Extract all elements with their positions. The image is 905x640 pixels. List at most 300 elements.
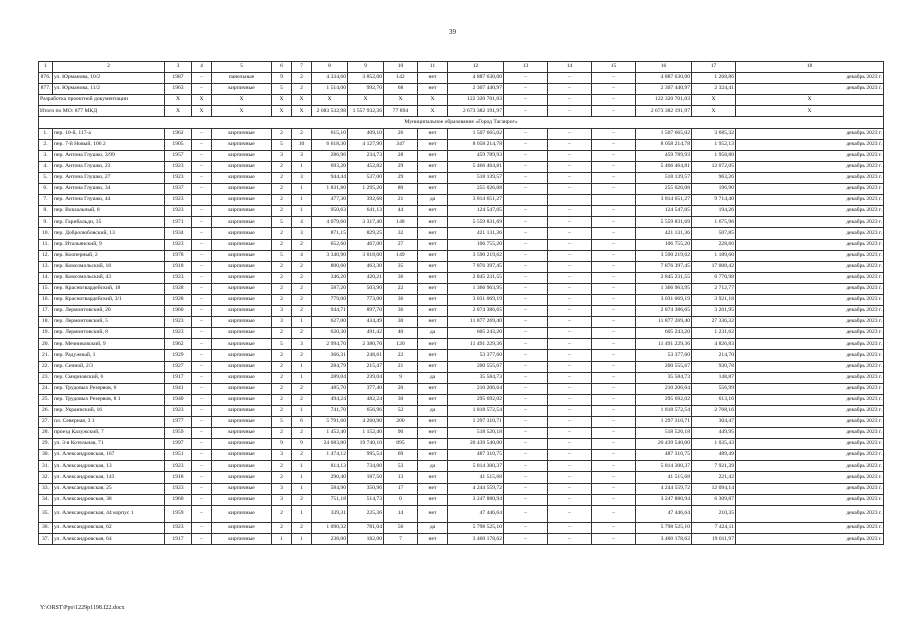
table-cell: 7 921,39 xyxy=(692,461,736,472)
table-cell: – xyxy=(504,84,548,95)
column-number: 10 xyxy=(384,62,418,73)
table-cell: 4 244 559,72 xyxy=(448,483,504,494)
table-cell: 225,36 xyxy=(348,505,384,523)
table-cell: – xyxy=(592,523,636,534)
table-cell: 210 206,64 xyxy=(636,383,692,394)
table-cell: 494,24 xyxy=(312,394,348,405)
table-cell: 3 317,40 xyxy=(348,217,384,228)
table-cell: ул. 3-я Котельная, 71 xyxy=(53,439,165,450)
table-cell: нет xyxy=(418,73,448,84)
table-cell: 1 507 665,02 xyxy=(448,128,504,139)
table-cell: 8 058 214,78 xyxy=(636,139,692,150)
table-cell: 4 xyxy=(292,217,312,228)
table-cell: ул. Александровская, 13 xyxy=(53,461,165,472)
table-cell: – xyxy=(504,306,548,317)
table-cell: да xyxy=(418,328,448,339)
table-cell: 5 559 831,69 xyxy=(636,217,692,228)
table-cell: 3 340,90 xyxy=(312,250,348,261)
table-cell: – xyxy=(504,534,548,545)
table-cell: кирпичные xyxy=(212,294,272,305)
table-cell: 518 139,57 xyxy=(448,172,504,183)
table-cell: 1923 xyxy=(165,239,192,250)
table-cell: нет xyxy=(418,217,448,228)
table-cell: – xyxy=(504,283,548,294)
table-cell: 751,18 xyxy=(312,494,348,505)
column-number: 2 xyxy=(53,62,165,73)
table-cell: – xyxy=(548,139,592,150)
table-cell: декабрь 2023 г. xyxy=(736,439,884,450)
table-cell: – xyxy=(548,283,592,294)
table-cell: 2 xyxy=(272,261,292,272)
table-cell: пер. Кооперный, 2 xyxy=(53,250,165,261)
table-cell: – xyxy=(192,383,212,394)
table-row xyxy=(39,428,884,439)
table-cell: 482,24 xyxy=(348,394,384,405)
table-cell: 2 xyxy=(292,523,312,534)
table-row xyxy=(39,250,884,261)
table-cell: 11 491 229,36 xyxy=(636,339,692,350)
total-row xyxy=(39,106,884,117)
table-cell: – xyxy=(548,184,592,195)
table-cell: пер. Антона Глушко, 34 xyxy=(53,184,165,195)
table-cell: 200 xyxy=(384,417,418,428)
table-cell: – xyxy=(504,523,548,534)
table-cell: 5 xyxy=(272,250,292,261)
table-cell: – xyxy=(548,95,592,106)
table-row xyxy=(39,172,884,183)
table-cell: 149 xyxy=(384,250,418,261)
table-cell: 1959 xyxy=(165,428,192,439)
table-cell: 1 557 932,36 xyxy=(348,106,384,117)
table-cell: пер. Антона Глушко, 44 xyxy=(53,195,165,206)
table-cell: кирпичные xyxy=(212,383,272,394)
table-cell: декабрь 2023 г. xyxy=(736,128,884,139)
table-cell: 1923 xyxy=(165,328,192,339)
table-cell: 2 xyxy=(272,361,292,372)
table-cell: 248,61 xyxy=(348,350,384,361)
table-cell: нет xyxy=(418,339,448,350)
table-cell: – xyxy=(548,161,592,172)
table-cell: – xyxy=(504,217,548,228)
table-cell: нет xyxy=(418,450,448,461)
table-cell: 1 xyxy=(292,206,312,217)
table-cell: 290,40 xyxy=(312,472,348,483)
table-cell: 22 xyxy=(384,283,418,294)
table-cell: – xyxy=(592,534,636,545)
table-cell: пер. Сенной, 2/3 xyxy=(53,361,165,372)
table-cell: 4 334,60 xyxy=(312,73,348,84)
table-cell: 3 460 178,62 xyxy=(448,534,504,545)
table-cell: 2 xyxy=(272,461,292,472)
table-cell: – xyxy=(548,317,592,328)
table-cell: да xyxy=(418,523,448,534)
table-cell: – xyxy=(548,339,592,350)
table-cell: декабрь 2023 г. xyxy=(736,372,884,383)
table-cell: – xyxy=(504,139,548,150)
table-cell: 3 xyxy=(272,483,292,494)
table-cell: 4 127,90 xyxy=(348,139,384,150)
table-cell: – xyxy=(548,261,592,272)
table-cell: 347 xyxy=(384,139,418,150)
table-cell: 8. xyxy=(39,206,53,217)
table-cell: – xyxy=(504,405,548,416)
table-cell: 210 206,64 xyxy=(448,383,504,394)
table-cell: ул. Александровская, 143 xyxy=(53,472,165,483)
table-cell: 41 515,68 xyxy=(636,472,692,483)
table-cell: 556,99 xyxy=(692,383,736,394)
x-mark: X xyxy=(212,95,272,106)
table-cell: кирпичные xyxy=(212,306,272,317)
table-cell: 36 xyxy=(384,306,418,317)
table-cell: 5 xyxy=(272,217,292,228)
table-cell: – xyxy=(548,383,592,394)
table-cell: 4 079,60 xyxy=(312,217,348,228)
table-cell: 2 307 440,97 xyxy=(636,84,692,95)
table-cell: – xyxy=(548,239,592,250)
table-cell: – xyxy=(192,394,212,405)
table-cell: 286,96 xyxy=(312,150,348,161)
table-cell: – xyxy=(504,339,548,350)
table-cell: 124 547,05 xyxy=(448,206,504,217)
table-cell: 434,49 xyxy=(348,317,384,328)
table-cell: – xyxy=(592,272,636,283)
table-cell: 1 xyxy=(292,195,312,206)
table-cell: 9 xyxy=(272,439,292,450)
table-cell: декабрь 2023 г. xyxy=(736,450,884,461)
table-cell: 27 xyxy=(384,239,418,250)
table-cell: 148 xyxy=(384,217,418,228)
table-cell: 1962 xyxy=(165,339,192,350)
table-cell: 773,00 xyxy=(348,294,384,305)
table-cell: кирпичные xyxy=(212,206,272,217)
table-cell: пер. Красногвардейский, 18 xyxy=(53,283,165,294)
table-cell: – xyxy=(192,428,212,439)
table-cell: кирпичные xyxy=(212,239,272,250)
table-cell: 487 310,75 xyxy=(448,450,504,461)
table-cell: 518 520,18 xyxy=(448,428,504,439)
table-cell: 194,26 xyxy=(692,206,736,217)
table-cell: – xyxy=(504,250,548,261)
table-cell: – xyxy=(592,283,636,294)
table-cell: нет xyxy=(418,472,448,483)
table-cell: кирпичные xyxy=(212,250,272,261)
table-cell: 11. xyxy=(39,239,53,250)
table-cell: – xyxy=(548,272,592,283)
table-cell: – xyxy=(192,523,212,534)
table-cell: 26 xyxy=(384,128,418,139)
table-cell: пер. Лермонтовский, 8 xyxy=(53,328,165,339)
table-cell: – xyxy=(548,461,592,472)
table-cell: 80 xyxy=(384,184,418,195)
table-cell: 1923 xyxy=(165,195,192,206)
table-cell: 52 xyxy=(384,405,418,416)
table-cell: 148,87 xyxy=(692,372,736,383)
table-cell: 1 297 310,71 xyxy=(448,417,504,428)
table-cell: пер. Украинский, 16 xyxy=(53,405,165,416)
table-cell: 21. xyxy=(39,350,53,361)
table-cell: декабрь 2023 г. xyxy=(736,328,884,339)
table-cell: 35 584,73 xyxy=(636,372,692,383)
table-row xyxy=(39,73,884,84)
table-cell: 2 xyxy=(292,383,312,394)
table-cell: – xyxy=(548,361,592,372)
table-cell: ул. Александровская, 167 xyxy=(53,450,165,461)
table-cell: нет xyxy=(418,306,448,317)
table-cell: 4. xyxy=(39,161,53,172)
table-cell: 1918 xyxy=(165,472,192,483)
table-cell: 2 xyxy=(272,472,292,483)
table-cell: – xyxy=(592,150,636,161)
table-row xyxy=(39,150,884,161)
table-cell: – xyxy=(548,405,592,416)
row-label: Разработка проектной документации xyxy=(39,95,165,106)
table-cell: ул. Юрманова, 11/2 xyxy=(53,84,165,95)
table-cell: 491,42 xyxy=(348,328,384,339)
table-cell: – xyxy=(504,483,548,494)
column-number: 1 xyxy=(39,62,53,73)
table-cell: нет xyxy=(418,534,448,545)
table-cell: – xyxy=(548,428,592,439)
table-cell: 5 xyxy=(272,339,292,350)
table-cell: 944,44 xyxy=(312,172,348,183)
table-cell: 28 xyxy=(384,150,418,161)
table-cell: 2 xyxy=(292,73,312,84)
table-cell: 2 xyxy=(272,239,292,250)
table-cell: – xyxy=(592,328,636,339)
table-cell: 895 xyxy=(384,439,418,450)
table-cell: пер. Лермонтовский, 20 xyxy=(53,306,165,317)
table-cell: нет xyxy=(418,505,448,523)
table-cell: 1 952,13 xyxy=(692,139,736,150)
column-number: 5 xyxy=(212,62,272,73)
table-cell: 196,90 xyxy=(692,184,736,195)
table-cell: 56 xyxy=(384,523,418,534)
table-cell: 871,15 xyxy=(312,228,348,239)
column-number: 7 xyxy=(292,62,312,73)
table-row xyxy=(39,84,884,95)
table-cell: 284,79 xyxy=(312,361,348,372)
table-row xyxy=(39,261,884,272)
table-cell: 20 xyxy=(384,383,418,394)
table-cell: 2 xyxy=(292,261,312,272)
table-cell: – xyxy=(548,128,592,139)
table-cell: 2 xyxy=(292,494,312,505)
table-cell: – xyxy=(592,306,636,317)
table-cell: 1923 xyxy=(165,461,192,472)
table-cell: 463,30 xyxy=(348,261,384,272)
table-cell: 1978 xyxy=(165,250,192,261)
table-cell: 1960 xyxy=(165,306,192,317)
table-cell: 2 xyxy=(292,239,312,250)
table-cell: декабрь 2023 г. xyxy=(736,339,884,350)
table-cell: нет xyxy=(418,128,448,139)
table-cell: декабрь 2023 г. xyxy=(736,461,884,472)
table-cell: 47 446,64 xyxy=(636,505,692,523)
table-cell: 5 xyxy=(272,84,292,95)
table-cell: 1 366 963,95 xyxy=(448,283,504,294)
table-cell: 41 515,68 xyxy=(448,472,504,483)
table-cell: 800,60 xyxy=(312,261,348,272)
table-cell: 1 452,40 xyxy=(312,428,348,439)
table-cell: 5 798 525,10 xyxy=(636,523,692,534)
table-cell: нет xyxy=(418,317,448,328)
table-cell: 5 798 525,10 xyxy=(448,523,504,534)
table-cell: – xyxy=(548,417,592,428)
column-number: 6 xyxy=(272,62,292,73)
table-cell: – xyxy=(192,294,212,305)
x-mark: X xyxy=(192,95,212,106)
table-cell: – xyxy=(192,461,212,472)
table-cell: – xyxy=(548,150,592,161)
table-cell: кирпичные xyxy=(212,439,272,450)
table-cell: 3 xyxy=(272,317,292,328)
table-cell: 7 876 397,45 xyxy=(448,261,504,272)
table-cell: пер. Смирновский, 6 xyxy=(53,372,165,383)
table-cell: 1 818 572,54 xyxy=(448,405,504,416)
footer-path: Y:\ORST\Ppo\1229p1198.f22.docx xyxy=(40,605,125,611)
table-row xyxy=(39,339,884,350)
table-cell: – xyxy=(548,250,592,261)
sum-cell: 122 320 701,03 xyxy=(448,95,504,106)
table-cell: кирпичные xyxy=(212,172,272,183)
table-cell: – xyxy=(192,261,212,272)
x-mark: X xyxy=(312,95,348,106)
table-cell: 6 309,87 xyxy=(692,494,736,505)
table-cell: 1923 xyxy=(165,405,192,416)
x-mark: X xyxy=(165,95,192,106)
table-cell: – xyxy=(548,534,592,545)
table-cell: – xyxy=(592,339,636,350)
table-cell: – xyxy=(504,361,548,372)
table-cell: 1 090,32 xyxy=(312,523,348,534)
table-cell: 1 297 310,71 xyxy=(636,417,692,428)
table-cell: 3 921,18 xyxy=(692,294,736,305)
table-cell: 2 380,70 xyxy=(348,339,384,350)
table-cell: 26. xyxy=(39,405,53,416)
x-mark: X xyxy=(348,95,384,106)
table-cell: 239,04 xyxy=(348,372,384,383)
table-row xyxy=(39,317,884,328)
table-cell: 6 618,30 xyxy=(312,139,348,150)
table-cell: – xyxy=(548,372,592,383)
table-cell: 2 xyxy=(272,128,292,139)
table-cell: 2 xyxy=(292,306,312,317)
table-cell: кирпичные xyxy=(212,317,272,328)
table-cell: – xyxy=(504,494,548,505)
table-cell: нет xyxy=(418,483,448,494)
table-cell: 2 324,41 xyxy=(692,84,736,95)
table-cell: 53 xyxy=(384,461,418,472)
table-cell: 30 xyxy=(384,317,418,328)
table-cell: 1928 xyxy=(165,283,192,294)
table-cell: кирпичные xyxy=(212,328,272,339)
column-number: 17 xyxy=(692,62,736,73)
table-cell: 36 xyxy=(384,294,418,305)
table-cell: – xyxy=(192,494,212,505)
table-cell: 68 xyxy=(384,84,418,95)
table-cell: 1 xyxy=(292,405,312,416)
table-cell xyxy=(192,195,212,206)
column-number: 11 xyxy=(418,62,448,73)
table-cell: 5 xyxy=(272,139,292,150)
table-cell: 1951 xyxy=(165,450,192,461)
table-cell: декабрь 2023 г. xyxy=(736,350,884,361)
table-cell: 31. xyxy=(39,461,53,472)
table-cell: 1 958,80 xyxy=(692,150,736,161)
table-cell: 2 xyxy=(292,394,312,405)
table-cell: – xyxy=(192,450,212,461)
table-cell: – xyxy=(592,161,636,172)
table-cell: ул. Александровская, 44 корпус 1 xyxy=(53,505,165,523)
table-cell: 2 xyxy=(292,428,312,439)
table-cell: 2 xyxy=(272,428,292,439)
column-number: 16 xyxy=(636,62,692,73)
table-cell: – xyxy=(592,250,636,261)
table-cell: кирпичные xyxy=(212,523,272,534)
table-row xyxy=(39,534,884,545)
table-cell: 995,54 xyxy=(348,450,384,461)
table-cell: 5 xyxy=(272,417,292,428)
table-row xyxy=(39,206,884,217)
table-cell: декабрь 2023 г. xyxy=(736,361,884,372)
table-cell: 9 xyxy=(272,73,292,84)
table-cell: – xyxy=(504,206,548,217)
table-cell: 1 xyxy=(292,483,312,494)
table-cell: 22. xyxy=(39,361,53,372)
table-cell: 32. xyxy=(39,472,53,483)
table-cell: 2 307 440,97 xyxy=(448,84,504,95)
table-cell: 1937 xyxy=(165,184,192,195)
table-cell: проезд Калужский, 7 xyxy=(53,428,165,439)
table-cell: – xyxy=(548,450,592,461)
table-cell: – xyxy=(192,483,212,494)
table-cell: 27. xyxy=(39,417,53,428)
table-cell: 289,04 xyxy=(312,372,348,383)
table-cell: 897,70 xyxy=(348,306,384,317)
table-cell: 3 xyxy=(292,150,312,161)
table-cell: да xyxy=(418,372,448,383)
table-cell: пер. Гарибальди, 35 xyxy=(53,217,165,228)
table-cell: 350,96 xyxy=(348,483,384,494)
table-cell: 2. xyxy=(39,139,53,150)
table-cell: 1 xyxy=(292,317,312,328)
table-row xyxy=(39,361,884,372)
table-cell: 1 831,80 xyxy=(312,184,348,195)
table-cell: 3 018,00 xyxy=(348,250,384,261)
table-cell: – xyxy=(192,161,212,172)
table-cell: 10 xyxy=(292,139,312,150)
table-cell: 3 590 219,62 xyxy=(448,250,504,261)
table-cell: – xyxy=(192,84,212,95)
table-cell: 1 xyxy=(292,372,312,383)
table-cell: 734,00 xyxy=(348,461,384,472)
table-cell: 467,00 xyxy=(348,239,384,250)
table-cell: 53 377,60 xyxy=(636,350,692,361)
table-cell: – xyxy=(192,184,212,195)
table-cell: – xyxy=(592,294,636,305)
sum-cell: 122 320 701,03 xyxy=(636,95,692,106)
table-cell: 2 xyxy=(292,450,312,461)
table-cell: декабрь 2023 г. xyxy=(736,505,884,523)
table-cell: 106 755,20 xyxy=(448,239,504,250)
table-cell: – xyxy=(548,106,592,117)
table-cell: декабрь 2023 г. xyxy=(736,84,884,95)
table-cell: 19. xyxy=(39,328,53,339)
table-cell: 605 243,20 xyxy=(636,328,692,339)
table-cell: – xyxy=(192,239,212,250)
table-cell: 420,21 xyxy=(348,272,384,283)
table-cell: пер. Итальянский, 9 xyxy=(53,239,165,250)
